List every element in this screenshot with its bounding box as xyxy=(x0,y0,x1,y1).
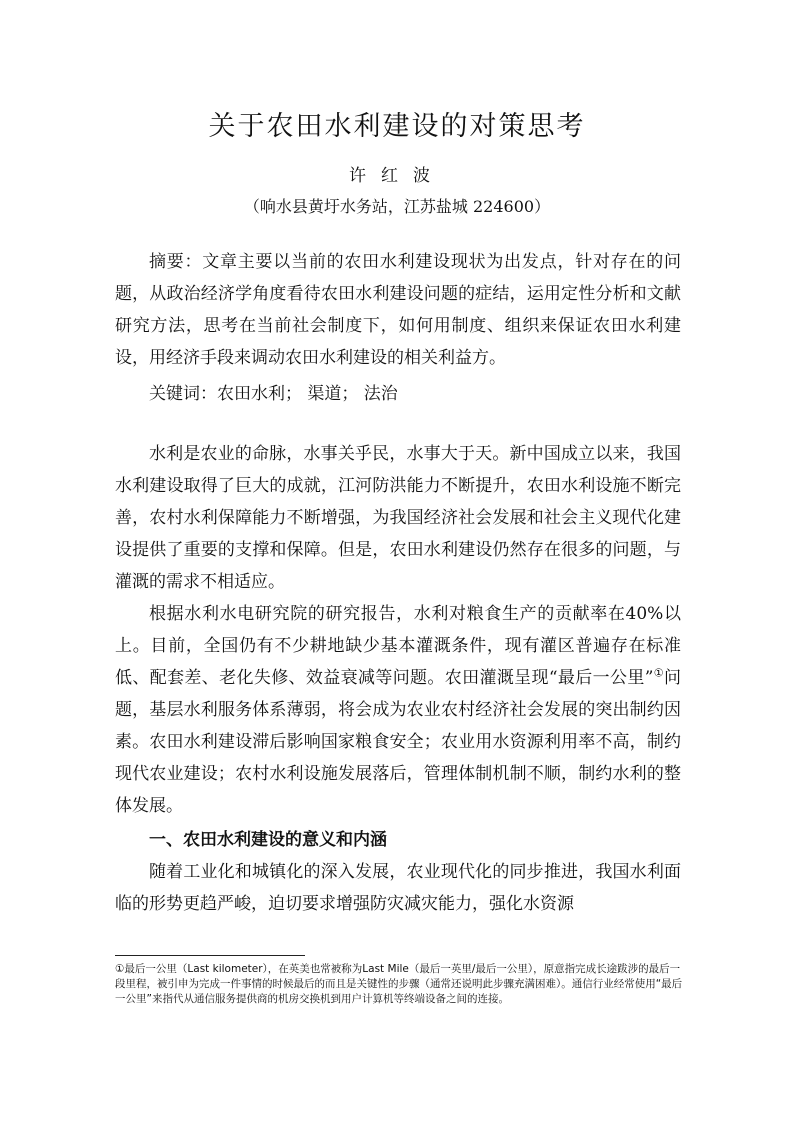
keywords-text: 农田水利； 渠道； 法治 xyxy=(217,384,398,404)
footnote xyxy=(115,962,683,1007)
paragraph-2-text-b: 问题，基层水利服务体系薄弱，将会成为农业农村经济社会发展的突出制约因素。农田水利建设滞后影响国家粮食安全；农业用水资源利用率不高，制约现代农业建设；农村水利设施发展落后，管理体制机制不顺，制约水利的整体发展。 xyxy=(115,668,681,816)
author-name: 许红波 xyxy=(349,166,445,186)
page-title: 关于农田水利建设的对策思考 xyxy=(208,111,586,142)
body-paragraph-3: 随着工业化和城镇化的深入发展，农业现代化的同步推进，我国水利面临的形势更趋严峻，迫切要求增强防灾减灾能力，强化水资源 xyxy=(115,862,681,914)
body-paragraph-2 xyxy=(115,598,681,822)
section-heading-1: 一、农田水利建设的意义和内涵 xyxy=(149,830,387,850)
footnote-separator xyxy=(115,955,305,956)
author-affiliation: （响水县黄圩水务站，江苏盐城 224600） xyxy=(243,197,551,216)
keywords-line xyxy=(149,378,398,410)
footnote-reference-mark[interactable]: ① xyxy=(653,666,664,680)
paragraph-2-text-a: 根据水利水电研究院的研究报告，水利对粮食生产的贡献率在40%以上。目前，全国仍有不少耕地缺少基本灌溉条件，现有灌区普遍存在标准低、配套差、老化失修、效益衰减等问题。农田灌溉呈现“最后一公里” xyxy=(115,604,681,688)
footnote-mark: ① xyxy=(115,963,125,975)
keywords-label: 关键词： xyxy=(149,384,217,404)
abstract-paragraph: 摘要：文章主要以当前的农田水利建设现状为出发点，针对存在的问题，从政治经济学角度看待农田水利建设问题的症结，运用定性分析和文献研究方法，思考在当前社会制度下，如何用制度、组织来保证农田水利建设，用经济手段来调动农田水利建设的相关利益方。 xyxy=(115,252,681,368)
body-paragraph-1: 水利是农业的命脉，水事关乎民，水事大于天。新中国成立以来，我国水利建设取得了巨大的成就，江河防洪能力不断提升，农田水利设施不断完善，农村水利保障能力不断增强，为我国经济社会发展和社会主义现代化建设提供了重要的支撑和保障。但是，农田水利建设仍然存在很多的问题，与灌溉的需求不相适应。 xyxy=(115,444,681,592)
footnote-text: 最后一公里（Last kilometer），在英美也常被称为Last Mile（最后一英里/最后一公里），原意指完成长途跋涉的最后一段里程，被引申为完成一件事情的时候最后的而且是关键性的步骤（通常还说明此步骤充满困难）。通信行业经常使用“最后一公里”来指代从通信服务提供商的机房交换机到用户计算机等终端设备之间的连接。 xyxy=(115,963,683,1005)
